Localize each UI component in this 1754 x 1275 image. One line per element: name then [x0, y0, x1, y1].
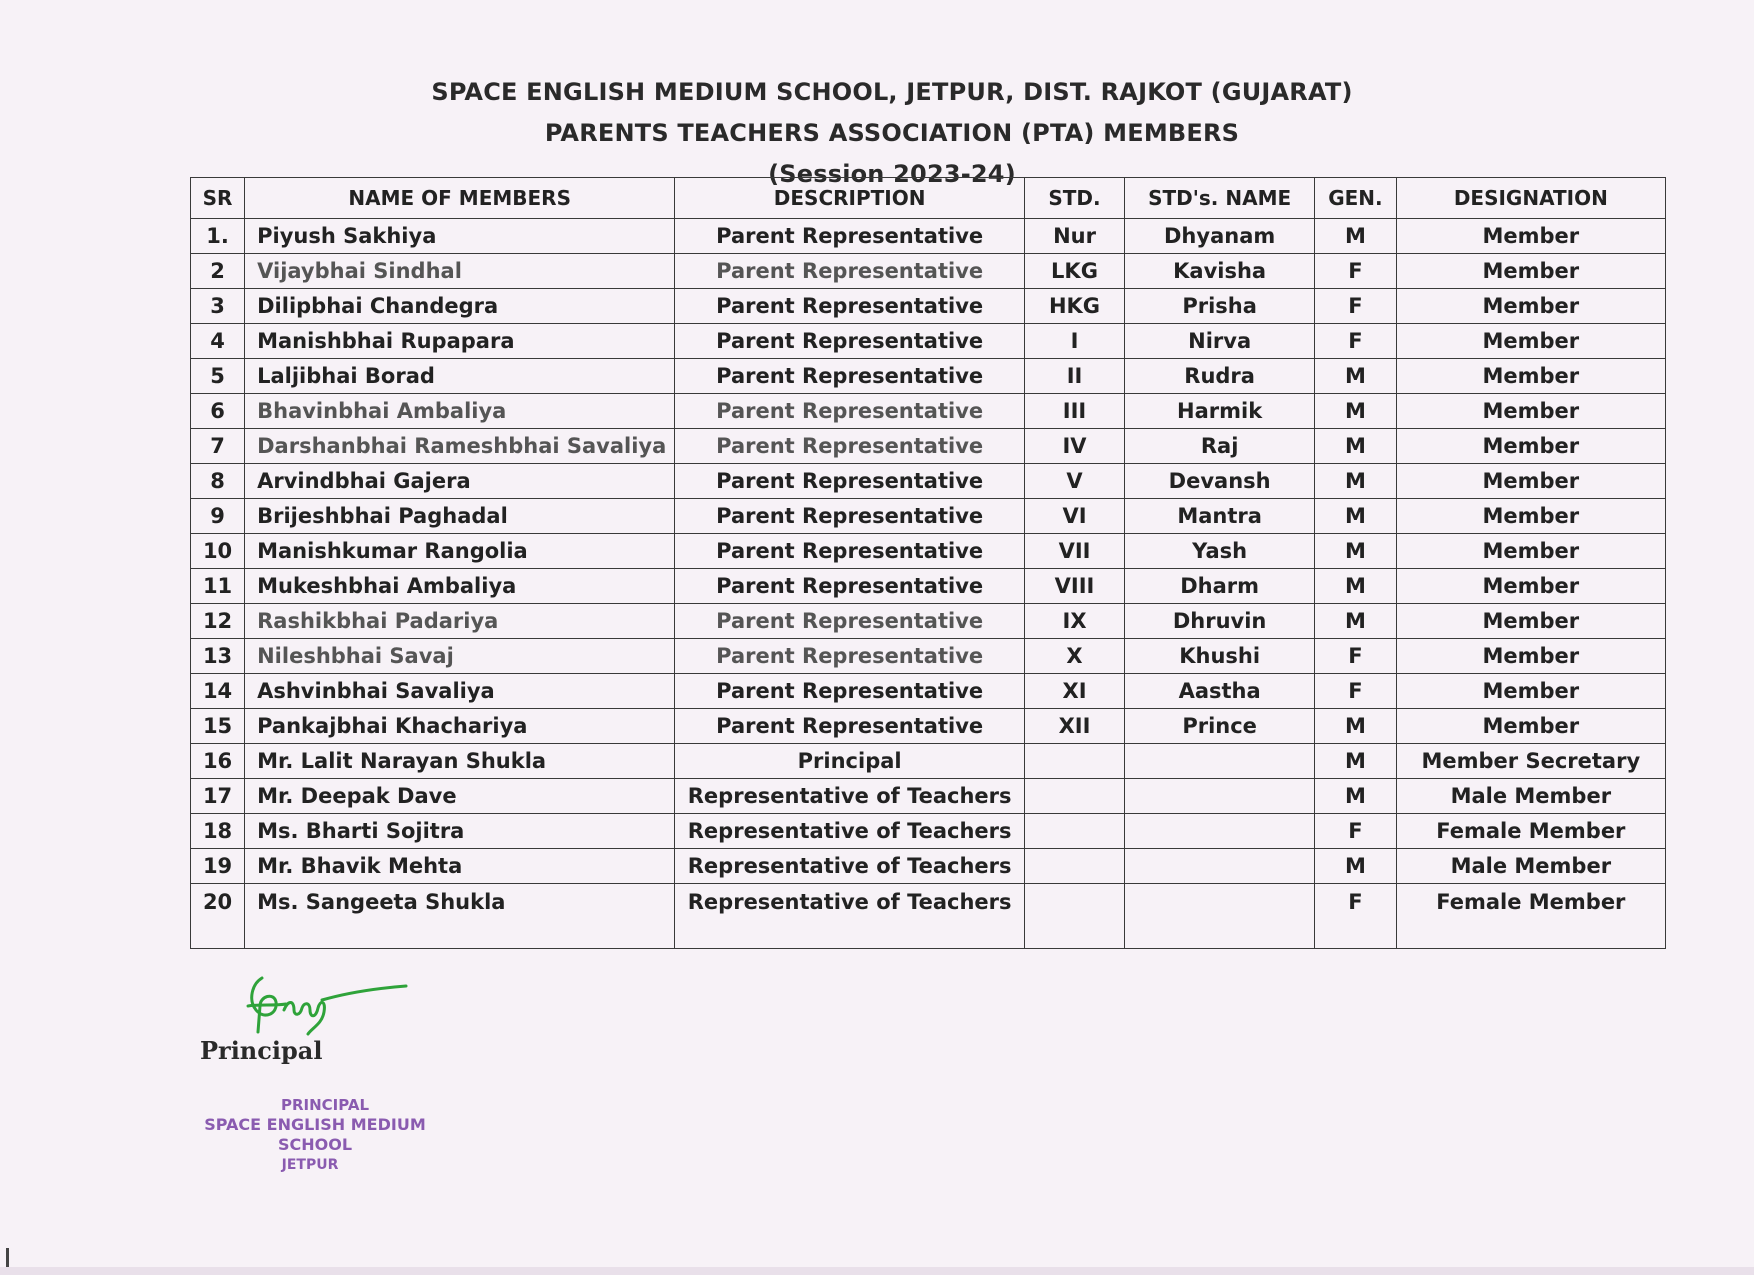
- principal-label: Principal: [200, 1036, 323, 1065]
- cell-std-name: Rudra: [1125, 359, 1315, 394]
- cell-name: Pankajbhai Khachariya: [245, 709, 675, 744]
- cell-sr: 6: [191, 394, 245, 429]
- cell-gen: M: [1315, 709, 1396, 744]
- cell-std-name: [1125, 884, 1315, 949]
- table-row: [191, 814, 1666, 849]
- cell-name: Piyush Sakhiya: [245, 219, 675, 254]
- cell-std-name: [1125, 779, 1315, 814]
- cell-std-name: Kavisha: [1125, 254, 1315, 289]
- cell-std: IX: [1024, 604, 1124, 639]
- cell-std: HKG: [1024, 289, 1124, 324]
- cell-name: Brijeshbhai Paghadal: [245, 499, 675, 534]
- cell-std-name: Mantra: [1125, 499, 1315, 534]
- header-name: NAME OF MEMBERS: [245, 178, 675, 219]
- cell-std-name: [1125, 744, 1315, 779]
- cell-sr: 16: [191, 744, 245, 779]
- cell-std: [1024, 849, 1124, 884]
- table-row: [191, 779, 1666, 814]
- stamp-line-city: JETPUR: [281, 1157, 339, 1173]
- cell-gen: M: [1315, 604, 1396, 639]
- cell-gen: F: [1315, 324, 1396, 359]
- cell-description: Parent Representative: [675, 604, 1025, 639]
- cell-std-name: Prince: [1125, 709, 1315, 744]
- cell-std: VII: [1024, 534, 1124, 569]
- cell-sr: 20: [191, 884, 245, 949]
- cell-std-name: Yash: [1125, 534, 1315, 569]
- cell-name: Manishkumar Rangolia: [245, 534, 675, 569]
- cell-std-name: Prisha: [1125, 289, 1315, 324]
- cell-std: IV: [1024, 429, 1124, 464]
- cell-name: Ms. Bharti Sojitra: [245, 814, 675, 849]
- cell-gen: M: [1315, 359, 1396, 394]
- cell-name: Darshanbhai Rameshbhai Savaliya: [245, 429, 675, 464]
- table-row: [191, 394, 1666, 429]
- header-sr: SR: [191, 178, 245, 219]
- cell-std-name: Raj: [1125, 429, 1315, 464]
- cell-description: Parent Representative: [675, 219, 1025, 254]
- cell-sr: 8: [191, 464, 245, 499]
- table-row: [191, 359, 1666, 394]
- cell-gen: M: [1315, 744, 1396, 779]
- cell-std: VI: [1024, 499, 1124, 534]
- cell-gen: F: [1315, 884, 1396, 949]
- cell-sr: 14: [191, 674, 245, 709]
- table-row: [191, 569, 1666, 604]
- cell-description: Representative of Teachers: [675, 779, 1025, 814]
- cell-name: Mr. Bhavik Mehta: [245, 849, 675, 884]
- cell-name: Bhavinbhai Ambaliya: [245, 394, 675, 429]
- cell-name: Ms. Sangeeta Shukla: [245, 884, 675, 949]
- cell-name: Nileshbhai Savaj: [245, 639, 675, 674]
- cell-description: Representative of Teachers: [675, 849, 1025, 884]
- session-label: (Session 2023-24): [768, 160, 1016, 188]
- table-row: [191, 604, 1666, 639]
- cell-description: Parent Representative: [675, 709, 1025, 744]
- scan-bottom-edge: [0, 1267, 1754, 1275]
- table-row: [191, 884, 1666, 949]
- cell-gen: F: [1315, 639, 1396, 674]
- cell-designation: Member: [1396, 429, 1665, 464]
- cell-std: XII: [1024, 709, 1124, 744]
- table-header-row: [191, 178, 1666, 219]
- header-std: STD.: [1024, 178, 1124, 219]
- cell-designation: Member: [1396, 289, 1665, 324]
- cell-sr: 12: [191, 604, 245, 639]
- stamp-line-school: SPACE ENGLISH MEDIUM SCHOOL: [204, 1115, 426, 1154]
- cell-description: Parent Representative: [675, 464, 1025, 499]
- cell-designation: Member: [1396, 254, 1665, 289]
- cell-gen: M: [1315, 849, 1396, 884]
- cell-description: Parent Representative: [675, 569, 1025, 604]
- cell-designation: Member: [1396, 359, 1665, 394]
- cell-gen: F: [1315, 289, 1396, 324]
- cell-designation: Member: [1396, 569, 1665, 604]
- cell-gen: M: [1315, 219, 1396, 254]
- cell-designation: Member: [1396, 324, 1665, 359]
- cell-designation: Male Member: [1396, 849, 1665, 884]
- cell-std: V: [1024, 464, 1124, 499]
- cell-description: Parent Representative: [675, 254, 1025, 289]
- cell-gen: M: [1315, 429, 1396, 464]
- cell-std-name: Dhyanam: [1125, 219, 1315, 254]
- cell-sr: 3: [191, 289, 245, 324]
- cell-sr: 5: [191, 359, 245, 394]
- cell-std: [1024, 779, 1124, 814]
- cell-description: Parent Representative: [675, 534, 1025, 569]
- cell-designation: Member: [1396, 604, 1665, 639]
- stamp-line-principal: PRINCIPAL: [280, 1096, 370, 1114]
- table-row: [191, 849, 1666, 884]
- cell-designation: Female Member: [1396, 884, 1665, 949]
- header-designation: DESIGNATION: [1396, 178, 1665, 219]
- cell-gen: M: [1315, 464, 1396, 499]
- cell-description: Parent Representative: [675, 639, 1025, 674]
- cell-description: Representative of Teachers: [675, 814, 1025, 849]
- cell-name: Ashvinbhai Savaliya: [245, 674, 675, 709]
- cell-name: Dilipbhai Chandegra: [245, 289, 675, 324]
- cell-sr: 4: [191, 324, 245, 359]
- cell-designation: Member: [1396, 639, 1665, 674]
- cell-gen: F: [1315, 254, 1396, 289]
- cell-std: [1024, 814, 1124, 849]
- cell-description: Representative of Teachers: [675, 884, 1025, 949]
- cell-sr: 9: [191, 499, 245, 534]
- cell-sr: 11: [191, 569, 245, 604]
- cell-designation: Member Secretary: [1396, 744, 1665, 779]
- cell-description: Parent Representative: [675, 359, 1025, 394]
- cell-gen: M: [1315, 569, 1396, 604]
- header-std-name: STD's. NAME: [1125, 178, 1315, 219]
- table-row: [191, 534, 1666, 569]
- cell-name: Manishbhai Rupapara: [245, 324, 675, 359]
- cell-designation: Member: [1396, 709, 1665, 744]
- cell-gen: M: [1315, 394, 1396, 429]
- cell-sr: 19: [191, 849, 245, 884]
- cell-name: Mr. Lalit Narayan Shukla: [245, 744, 675, 779]
- cell-designation: Member: [1396, 499, 1665, 534]
- table-row: [191, 674, 1666, 709]
- table-row: [191, 464, 1666, 499]
- cell-name: Laljibhai Borad: [245, 359, 675, 394]
- cell-std: [1024, 744, 1124, 779]
- cell-designation: Member: [1396, 534, 1665, 569]
- table-row: [191, 639, 1666, 674]
- cell-sr: 1.: [191, 219, 245, 254]
- table-row: [191, 744, 1666, 779]
- cell-sr: 10: [191, 534, 245, 569]
- cell-sr: 7: [191, 429, 245, 464]
- cell-std: I: [1024, 324, 1124, 359]
- table-row: [191, 289, 1666, 324]
- cell-std: III: [1024, 394, 1124, 429]
- cell-std: X: [1024, 639, 1124, 674]
- cell-description: Parent Representative: [675, 674, 1025, 709]
- cell-gen: M: [1315, 534, 1396, 569]
- cell-std-name: Nirva: [1125, 324, 1315, 359]
- cell-description: Parent Representative: [675, 289, 1025, 324]
- cell-description: Principal: [675, 744, 1025, 779]
- header-description: DESCRIPTION: [675, 178, 1025, 219]
- cell-name: Mukeshbhai Ambaliya: [245, 569, 675, 604]
- cell-designation: Male Member: [1396, 779, 1665, 814]
- cell-name: Arvindbhai Gajera: [245, 464, 675, 499]
- cell-sr: 18: [191, 814, 245, 849]
- cell-std-name: [1125, 849, 1315, 884]
- table-row: [191, 429, 1666, 464]
- cell-name: Rashikbhai Padariya: [245, 604, 675, 639]
- cell-std: [1024, 884, 1124, 949]
- cell-description: Parent Representative: [675, 324, 1025, 359]
- members-table: [190, 177, 1666, 949]
- principal-stamp: [170, 1095, 460, 1175]
- school-title: SPACE ENGLISH MEDIUM SCHOOL, JETPUR, DIST. RAJKOT (GUJARAT): [431, 78, 1353, 106]
- cell-std: II: [1024, 359, 1124, 394]
- cell-std: XI: [1024, 674, 1124, 709]
- members-table-body: [191, 219, 1666, 949]
- cell-sr: 17: [191, 779, 245, 814]
- cell-description: Parent Representative: [675, 499, 1025, 534]
- table-row: [191, 324, 1666, 359]
- cell-std: Nur: [1024, 219, 1124, 254]
- cell-description: Parent Representative: [675, 429, 1025, 464]
- cell-gen: F: [1315, 674, 1396, 709]
- cell-designation: Member: [1396, 674, 1665, 709]
- cell-sr: 15: [191, 709, 245, 744]
- cell-std-name: [1125, 814, 1315, 849]
- cell-std-name: Harmik: [1125, 394, 1315, 429]
- cell-std-name: Dhruvin: [1125, 604, 1315, 639]
- cell-designation: Member: [1396, 464, 1665, 499]
- cell-name: Vijaybhai Sindhal: [245, 254, 675, 289]
- cell-designation: Member: [1396, 394, 1665, 429]
- cell-designation: Member: [1396, 219, 1665, 254]
- cell-sr: 13: [191, 639, 245, 674]
- cell-gen: F: [1315, 814, 1396, 849]
- cell-description: Parent Representative: [675, 394, 1025, 429]
- cell-gen: M: [1315, 779, 1396, 814]
- cell-sr: 2: [191, 254, 245, 289]
- table-row: [191, 219, 1666, 254]
- table-row: [191, 254, 1666, 289]
- table-row: [191, 499, 1666, 534]
- cell-name: Mr. Deepak Dave: [245, 779, 675, 814]
- cell-std: VIII: [1024, 569, 1124, 604]
- table-row: [191, 709, 1666, 744]
- cell-std-name: Devansh: [1125, 464, 1315, 499]
- cell-gen: M: [1315, 499, 1396, 534]
- association-title: PARENTS TEACHERS ASSOCIATION (PTA) MEMBERS: [544, 119, 1240, 147]
- cell-std-name: Aastha: [1125, 674, 1315, 709]
- cell-designation: Female Member: [1396, 814, 1665, 849]
- cell-std-name: Khushi: [1125, 639, 1315, 674]
- cell-std-name: Dharm: [1125, 569, 1315, 604]
- cell-std: LKG: [1024, 254, 1124, 289]
- header-gen: GEN.: [1315, 178, 1396, 219]
